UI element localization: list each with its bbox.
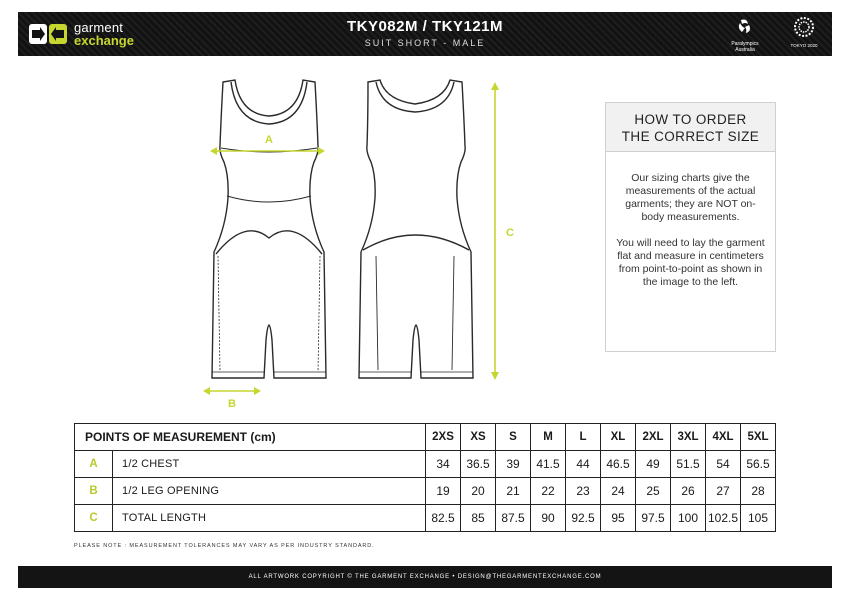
table-cell: 23 [566,478,601,505]
size-header: M [531,424,566,451]
measurement-b-arrow [203,387,261,395]
table-cell: 90 [531,505,566,532]
table-cell: 100 [671,505,706,532]
size-header: S [496,424,531,451]
table-cell: 22 [531,478,566,505]
table-cell: 56.5 [741,451,776,478]
table-cell: 51.5 [671,451,706,478]
heading-line1: HOW TO ORDER [634,112,747,127]
row-letter: A [75,451,113,478]
table-cell: 49 [636,451,671,478]
table-cell: 95 [601,505,636,532]
measurement-b-label: B [228,398,236,410]
heading-line2: THE CORRECT SIZE [621,129,760,144]
table-cell: 87.5 [496,505,531,532]
table-cell: 46.5 [601,451,636,478]
row-letter: C [75,505,113,532]
table-cell: 82.5 [426,505,461,532]
front-view-garment [212,80,326,378]
measurement-a-label: A [265,134,273,146]
how-to-paragraph-2: You will need to lay the garment flat and measure in centimeters from point-to-point as shown in the image to the left. [616,237,765,288]
row-measurement-name: TOTAL LENGTH [113,505,426,532]
table-row [75,478,776,505]
table-cell: 36.5 [461,451,496,478]
logo-text-line1: garment [74,20,124,35]
tokyo-2020-emblem-icon [793,16,815,38]
page-subtitle: SUIT SHORT - MALE [364,38,486,48]
back-view-garment [359,80,473,378]
footer-copyright-text: ALL ARTWORK COPYRIGHT © THE GARMENT EXCHANGE • DESIGN@THEGARMENTEXCHANGE.COM [248,574,602,580]
size-header: L [566,424,601,451]
paralympics-agitos-icon [735,16,755,36]
table-cell: 97.5 [636,505,671,532]
garment-diagram [190,70,530,415]
size-chart-table [74,423,776,532]
table-cell: 39 [496,451,531,478]
footer-bar [18,566,832,588]
size-header: 3XL [671,424,706,451]
table-row [75,451,776,478]
row-measurement-name: 1/2 CHEST [113,451,426,478]
how-to-order-heading [606,103,775,152]
measurement-c-arrow [491,82,499,380]
table-cell: 105 [741,505,776,532]
table-cell: 85 [461,505,496,532]
tokyo-2020-logo [784,16,824,48]
partner1-line1: Paralympics [731,41,759,47]
table-cell: 21 [496,478,531,505]
points-of-measurement-header: POINTS OF MEASUREMENT (cm) [75,424,426,451]
table-cell: 28 [741,478,776,505]
size-header: 5XL [741,424,776,451]
how-to-paragraph-1: Our sizing charts give the measurements of the actual garments; they are NOT on-body measurements. [625,172,756,223]
table-cell: 24 [601,478,636,505]
table-cell: 41.5 [531,451,566,478]
row-measurement-name: 1/2 LEG OPENING [113,478,426,505]
paralympics-australia-logo [720,16,770,53]
table-cell: 20 [461,478,496,505]
header-bar [18,12,832,56]
measurement-c-label: C [506,227,514,239]
table-cell: 34 [426,451,461,478]
table-cell: 102.5 [706,505,741,532]
table-cell: 26 [671,478,706,505]
tolerance-note: PLEASE NOTE : MEASUREMENT TOLERANCES MAY VARY AS PER INDUSTRY STANDARD. [74,543,375,549]
table-cell: 27 [706,478,741,505]
table-cell: 19 [426,478,461,505]
table-cell: 92.5 [566,505,601,532]
table-cell: 54 [706,451,741,478]
size-header: XL [601,424,636,451]
size-header: 2XS [426,424,461,451]
table-cell: 25 [636,478,671,505]
partner2-text: TOKYO 2020 [790,43,818,48]
table-cell: 44 [566,451,601,478]
row-letter: B [75,478,113,505]
page-title: TKY082M / TKY121M [346,18,504,35]
size-header: 2XL [636,424,671,451]
partner1-line2: Australia [735,47,755,53]
size-header: 4XL [706,424,741,451]
size-header: XS [461,424,496,451]
logo-text-line2: exchange [74,33,134,48]
how-to-order-panel [605,102,776,352]
table-row [75,505,776,532]
table-header-row [75,424,776,451]
